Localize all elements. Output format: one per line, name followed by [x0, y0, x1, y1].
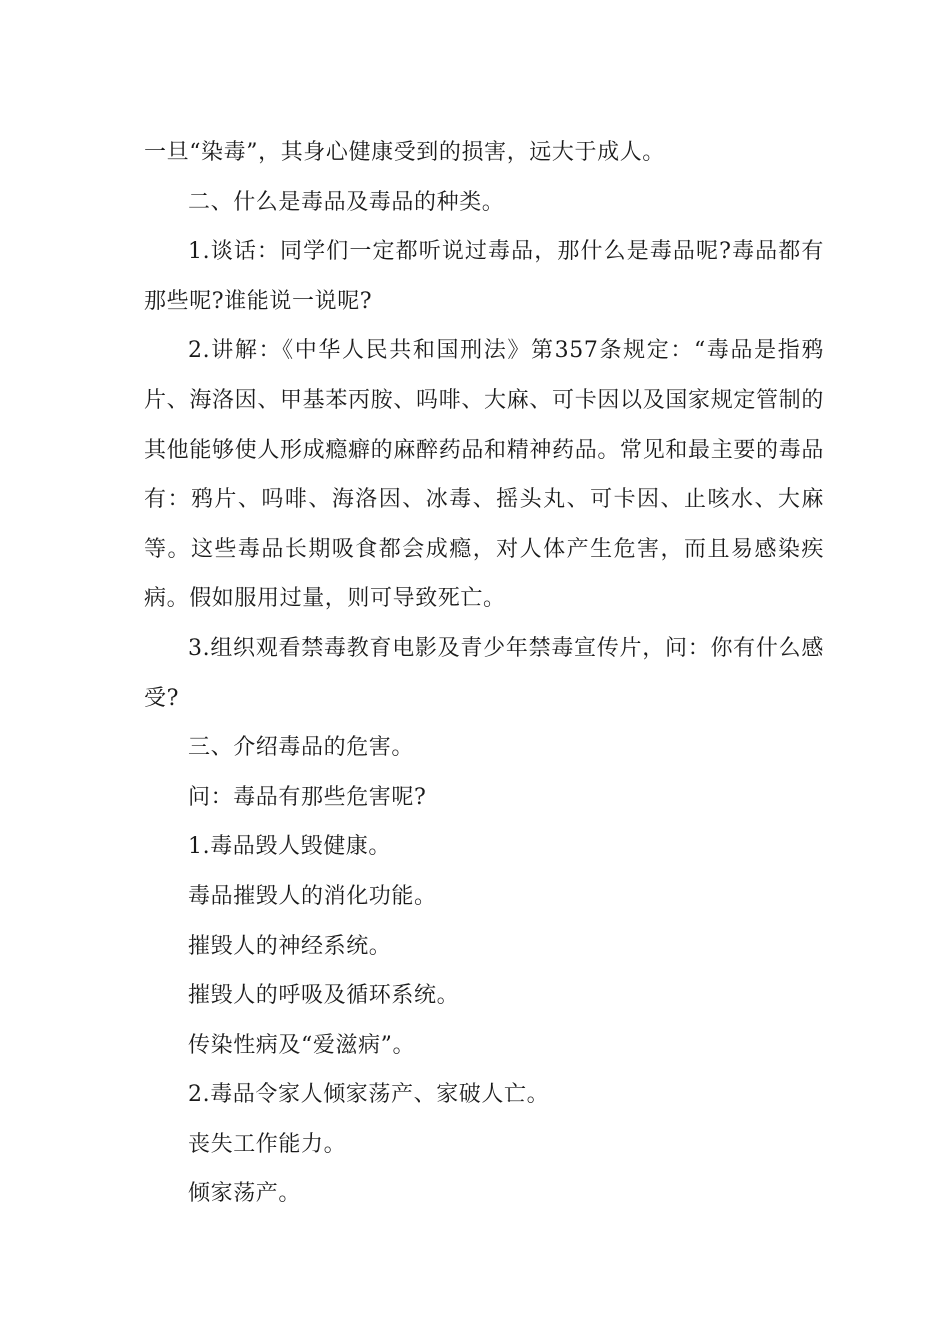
- paragraph-explanation: 2.讲解：《中华人民共和国刑法》第357条规定：“毒品是指鸦片、海洛因、甲基苯丙胺、吗啡、大麻、可卡因以及国家规定管制的其他能够使人形成瘾癖的麻醉药品和精神药品。常见和最主要的毒品有：鸦片、吗啡、海洛因、冰毒、摇头丸、可卡因、止咳水、大麻等。这些毒品长期吸食都会成瘾，对人体产生危害，而且易感染疾病。假如服用过量，则可导致死亡。: [144, 338, 824, 612]
- list-item: 传染性病及“爱滋病”。: [188, 1032, 416, 1058]
- section-heading-3: 三、介绍毒品的危害。: [188, 735, 415, 761]
- document-body: [144, 128, 824, 1219]
- paragraph-question: 问：毒品有那些危害呢?: [188, 784, 427, 810]
- list-heading-2: 2.毒品令家人倾家荡产、家破人亡。: [188, 1082, 550, 1108]
- paragraph-video: 3.组织观看禁毒教育电影及青少年禁毒宣传片，问：你有什么感受?: [144, 635, 824, 711]
- list-heading-1: 1.毒品毁人毁健康。: [188, 834, 391, 860]
- paragraph-talk: 1.谈话：同学们一定都听说过毒品，那什么是毒品呢?毒品都有那些呢?谁能说一说呢?: [144, 239, 824, 314]
- section-heading-2: 二、什么是毒品及毒品的种类。: [188, 189, 505, 215]
- paragraph-continuation: 一旦“染毒”，其身心健康受到的损害，远大于成人。: [144, 140, 665, 165]
- list-item: 丧失工作能力。: [188, 1131, 347, 1157]
- list-item: 摧毁人的呼吸及循环系统。: [188, 983, 460, 1009]
- list-item: 毒品摧毁人的消化功能。: [188, 883, 437, 909]
- list-item: 摧毁人的神经系统。: [188, 933, 392, 959]
- list-item: 倾家荡产。: [188, 1181, 302, 1207]
